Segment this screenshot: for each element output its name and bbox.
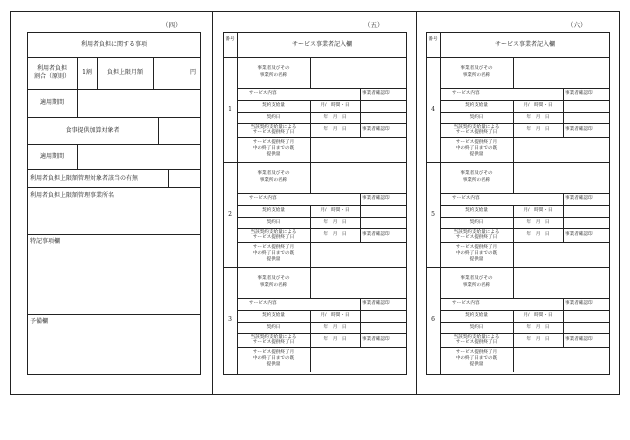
date-label: 年 月 日 xyxy=(323,232,347,237)
office-name-label: 事業者及びその xyxy=(257,171,290,176)
confirm-seal-label: 事業者確認印 xyxy=(565,337,593,342)
period-label: 適用期間 xyxy=(39,99,64,106)
supplied-amount-label: 中の終了日までの既 xyxy=(252,356,295,361)
rule-line xyxy=(360,112,361,123)
date-label: 年 月 日 xyxy=(323,127,347,132)
supplied-amount-label: 提供量 xyxy=(266,257,281,262)
office-name-label: 事業所の名称 xyxy=(259,178,288,183)
mgmt-target-label: 利用者負担上限額管理対象者該当の有無 xyxy=(30,175,139,182)
office-name-label: 事業者及びその xyxy=(460,171,493,176)
confirm-seal-label: 事業者確認印 xyxy=(565,232,593,237)
rule-line xyxy=(563,205,564,217)
rule-line xyxy=(440,193,610,194)
confirm-seal-label: 事業者確認印 xyxy=(565,196,593,201)
date-label: 年 月 日 xyxy=(323,115,347,120)
supplied-amount-label: 中の終了日までの既 xyxy=(455,251,498,256)
block-divider xyxy=(223,267,407,268)
service-content-label: サービス内容 xyxy=(249,196,277,201)
rule-line xyxy=(360,123,361,137)
rule-line xyxy=(440,347,610,348)
end-date-label: 当該契約支給量による xyxy=(453,125,500,130)
end-date-label: サービス提供終了日 xyxy=(252,130,295,135)
rule-line xyxy=(360,88,361,100)
rule-line xyxy=(513,137,514,162)
confirm-seal-label: 事業者確認印 xyxy=(362,337,390,342)
end-date-label: 当該契約支給量による xyxy=(250,230,297,235)
end-date-label: サービス提供終了日 xyxy=(252,235,295,240)
rule-line xyxy=(426,57,610,58)
rule-line xyxy=(563,228,564,242)
end-date-label: 当該契約支給量による xyxy=(453,230,500,235)
rule-line xyxy=(360,322,361,333)
service-table xyxy=(426,32,610,375)
service-content-label: サービス内容 xyxy=(452,91,480,96)
supplied-amount-label: 提供量 xyxy=(266,152,281,157)
contract-date-label: 契約日 xyxy=(469,325,484,330)
date-label: 年 月 日 xyxy=(526,220,550,225)
block-number: 2 xyxy=(228,210,232,218)
rule-line xyxy=(513,242,514,267)
rule-line xyxy=(440,228,610,229)
rule-line xyxy=(513,162,514,193)
rule-line xyxy=(310,137,311,162)
block-number: 3 xyxy=(228,315,232,323)
unit-label: 月/ 時間・日 xyxy=(523,208,553,213)
office-name-label: 事業所の名称 xyxy=(462,178,491,183)
office-name-label: 事業者及びその xyxy=(257,66,290,71)
number-column-label: 番号 xyxy=(225,37,235,42)
contract-date-label: 契約日 xyxy=(469,220,484,225)
contract-amount-label: 契約支給量 xyxy=(465,313,488,318)
rule-line xyxy=(360,228,361,242)
rate-label: 利用者負担 xyxy=(36,65,67,72)
end-date-label: 当該契約支給量による xyxy=(250,335,297,340)
supplied-amount-label: 提供量 xyxy=(469,152,484,157)
service-content-label: サービス内容 xyxy=(452,301,480,306)
service-content-label: サービス内容 xyxy=(452,196,480,201)
rule-line xyxy=(237,310,407,311)
unit-label: 月/ 時間・日 xyxy=(523,103,553,108)
rule-line xyxy=(440,112,610,113)
rule-line xyxy=(440,322,610,323)
rule-line xyxy=(440,310,610,311)
service-content-label: サービス内容 xyxy=(249,91,277,96)
meal-label: 食事提供加算対象者 xyxy=(65,127,120,134)
rule-line xyxy=(440,298,610,299)
supplied-amount-label: サービス提供終了月 xyxy=(252,140,295,145)
date-label: 年 月 日 xyxy=(526,232,550,237)
mgmt-office-label: 利用者負担上限額管理事業所名 xyxy=(30,192,115,199)
supplied-amount-label: 中の終了日までの既 xyxy=(455,146,498,151)
page-number: （六） xyxy=(567,21,587,29)
end-date-label: 当該契約支給量による xyxy=(250,125,297,130)
rule-line xyxy=(440,217,610,218)
rule-line xyxy=(310,162,311,193)
page-number: （五） xyxy=(364,21,384,29)
rule-line xyxy=(513,347,514,372)
confirm-seal-label: 事業者確認印 xyxy=(362,301,390,306)
end-date-label: 当該契約支給量による xyxy=(453,335,500,340)
unit-label: 月/ 時間・日 xyxy=(320,208,350,213)
rule-line xyxy=(440,88,610,89)
user-burden-table xyxy=(27,32,201,375)
unit-label: 月/ 時間・日 xyxy=(523,313,553,318)
contract-amount-label: 契約支給量 xyxy=(465,103,488,108)
office-name-label: 事業者及びその xyxy=(460,276,493,281)
supplied-amount-label: サービス提供終了月 xyxy=(455,140,498,145)
limit-label: 負担上限月額 xyxy=(106,69,143,76)
rate-value: 1割 xyxy=(82,69,92,76)
rule-line xyxy=(563,100,564,112)
rule-line xyxy=(237,88,407,89)
office-name-label: 事業所の名称 xyxy=(259,283,288,288)
confirm-seal-label: 事業者確認印 xyxy=(362,91,390,96)
page-divider xyxy=(212,11,213,395)
service-table xyxy=(223,32,407,375)
special-notes-label: 特記事項欄 xyxy=(30,238,61,245)
rule-line xyxy=(237,137,407,138)
rule-line xyxy=(310,347,311,372)
rule-line xyxy=(360,205,361,217)
office-name-label: 事業所の名称 xyxy=(259,73,288,78)
contract-amount-label: 契約支給量 xyxy=(465,208,488,213)
contract-amount-label: 契約支給量 xyxy=(262,313,285,318)
block-divider xyxy=(223,162,407,163)
service-header: サービス事業者記入欄 xyxy=(291,41,352,48)
rule-line xyxy=(440,333,610,334)
rule-line xyxy=(513,57,514,88)
confirm-seal-label: 事業者確認印 xyxy=(362,196,390,201)
rule-line xyxy=(237,298,407,299)
rule-line xyxy=(237,32,238,375)
supplied-amount-label: サービス提供終了月 xyxy=(455,245,498,250)
rule-line xyxy=(440,205,610,206)
confirm-seal-label: 事業者確認印 xyxy=(565,127,593,132)
unit-label: 月/ 時間・日 xyxy=(320,103,350,108)
supplied-amount-label: 中の終了日までの既 xyxy=(455,356,498,361)
end-date-label: サービス提供終了日 xyxy=(252,340,295,345)
date-label: 年 月 日 xyxy=(323,337,347,342)
date-label: 年 月 日 xyxy=(526,115,550,120)
unit-label: 月/ 時間・日 xyxy=(320,313,350,318)
rule-line xyxy=(310,57,311,88)
rule-line xyxy=(513,267,514,298)
contract-date-label: 契約日 xyxy=(266,325,281,330)
office-name-label: 事業者及びその xyxy=(257,276,290,281)
office-name-label: 事業者及びその xyxy=(460,66,493,71)
date-label: 年 月 日 xyxy=(526,127,550,132)
page-divider xyxy=(416,11,417,395)
supplied-amount-label: サービス提供終了月 xyxy=(455,350,498,355)
number-column-label: 番号 xyxy=(428,37,438,42)
contract-date-label: 契約日 xyxy=(266,115,281,120)
rule-line xyxy=(563,123,564,137)
rule-line xyxy=(440,32,441,375)
page-number: （四） xyxy=(162,21,182,29)
date-label: 年 月 日 xyxy=(526,325,550,330)
rule-line xyxy=(563,322,564,333)
block-number: 1 xyxy=(228,105,232,113)
rule-line xyxy=(237,333,407,334)
rule-line xyxy=(237,322,407,323)
rule-line xyxy=(563,298,564,310)
confirm-seal-label: 事業者確認印 xyxy=(362,232,390,237)
rule-line xyxy=(360,333,361,347)
block-divider xyxy=(426,267,610,268)
block-number: 4 xyxy=(431,105,435,113)
rule-line xyxy=(237,100,407,101)
rule-line xyxy=(237,347,407,348)
confirm-seal-label: 事業者確認印 xyxy=(565,301,593,306)
block-divider xyxy=(426,162,610,163)
rule-line xyxy=(360,100,361,112)
contract-date-label: 契約日 xyxy=(266,220,281,225)
date-label: 年 月 日 xyxy=(323,220,347,225)
rule-line xyxy=(440,123,610,124)
rule-line xyxy=(440,242,610,243)
supplied-amount-label: サービス提供終了月 xyxy=(252,245,295,250)
rule-line xyxy=(237,193,407,194)
end-date-label: サービス提供終了日 xyxy=(455,130,498,135)
block-number: 5 xyxy=(431,210,435,218)
confirm-seal-label: 事業者確認印 xyxy=(565,91,593,96)
date-label: 年 月 日 xyxy=(526,337,550,342)
rule-line xyxy=(237,228,407,229)
rule-line xyxy=(563,310,564,322)
rule-line xyxy=(237,123,407,124)
rule-line xyxy=(360,193,361,205)
rate-label: 割合（原則） xyxy=(33,73,70,80)
office-name-label: 事業所の名称 xyxy=(462,283,491,288)
service-header: サービス事業者記入欄 xyxy=(494,41,555,48)
supplied-amount-label: サービス提供終了月 xyxy=(252,350,295,355)
end-date-label: サービス提供終了日 xyxy=(455,235,498,240)
rule-line xyxy=(563,217,564,228)
service-content-label: サービス内容 xyxy=(249,301,277,306)
rule-line xyxy=(440,137,610,138)
rule-line xyxy=(360,298,361,310)
rule-line xyxy=(360,310,361,322)
period-label: 適用期間 xyxy=(39,153,64,160)
contract-date-label: 契約日 xyxy=(469,115,484,120)
office-name-label: 事業所の名称 xyxy=(462,73,491,78)
date-label: 年 月 日 xyxy=(323,325,347,330)
supplied-amount-label: 提供量 xyxy=(469,257,484,262)
rule-line xyxy=(563,88,564,100)
rule-line xyxy=(310,267,311,298)
confirm-seal-label: 事業者確認印 xyxy=(362,127,390,132)
rule-line xyxy=(360,217,361,228)
reserve-label: 予備欄 xyxy=(30,318,49,325)
contract-amount-label: 契約支給量 xyxy=(262,103,285,108)
rule-line xyxy=(237,242,407,243)
contract-amount-label: 契約支給量 xyxy=(262,208,285,213)
rule-line xyxy=(563,193,564,205)
supplied-amount-label: 提供量 xyxy=(266,362,281,367)
rule-line xyxy=(310,242,311,267)
rule-line xyxy=(223,57,407,58)
supplied-amount-label: 提供量 xyxy=(469,362,484,367)
rule-line xyxy=(563,112,564,123)
rule-line xyxy=(440,100,610,101)
rule-line xyxy=(237,217,407,218)
block-number: 6 xyxy=(431,315,435,323)
rule-line xyxy=(237,112,407,113)
supplied-amount-label: 中の終了日までの既 xyxy=(252,251,295,256)
rule-line xyxy=(237,205,407,206)
supplied-amount-label: 中の終了日までの既 xyxy=(252,146,295,151)
rule-line xyxy=(563,333,564,347)
user-burden-header: 利用者負担に関する事項 xyxy=(80,41,147,48)
yen-unit: 円 xyxy=(190,69,197,76)
end-date-label: サービス提供終了日 xyxy=(455,340,498,345)
